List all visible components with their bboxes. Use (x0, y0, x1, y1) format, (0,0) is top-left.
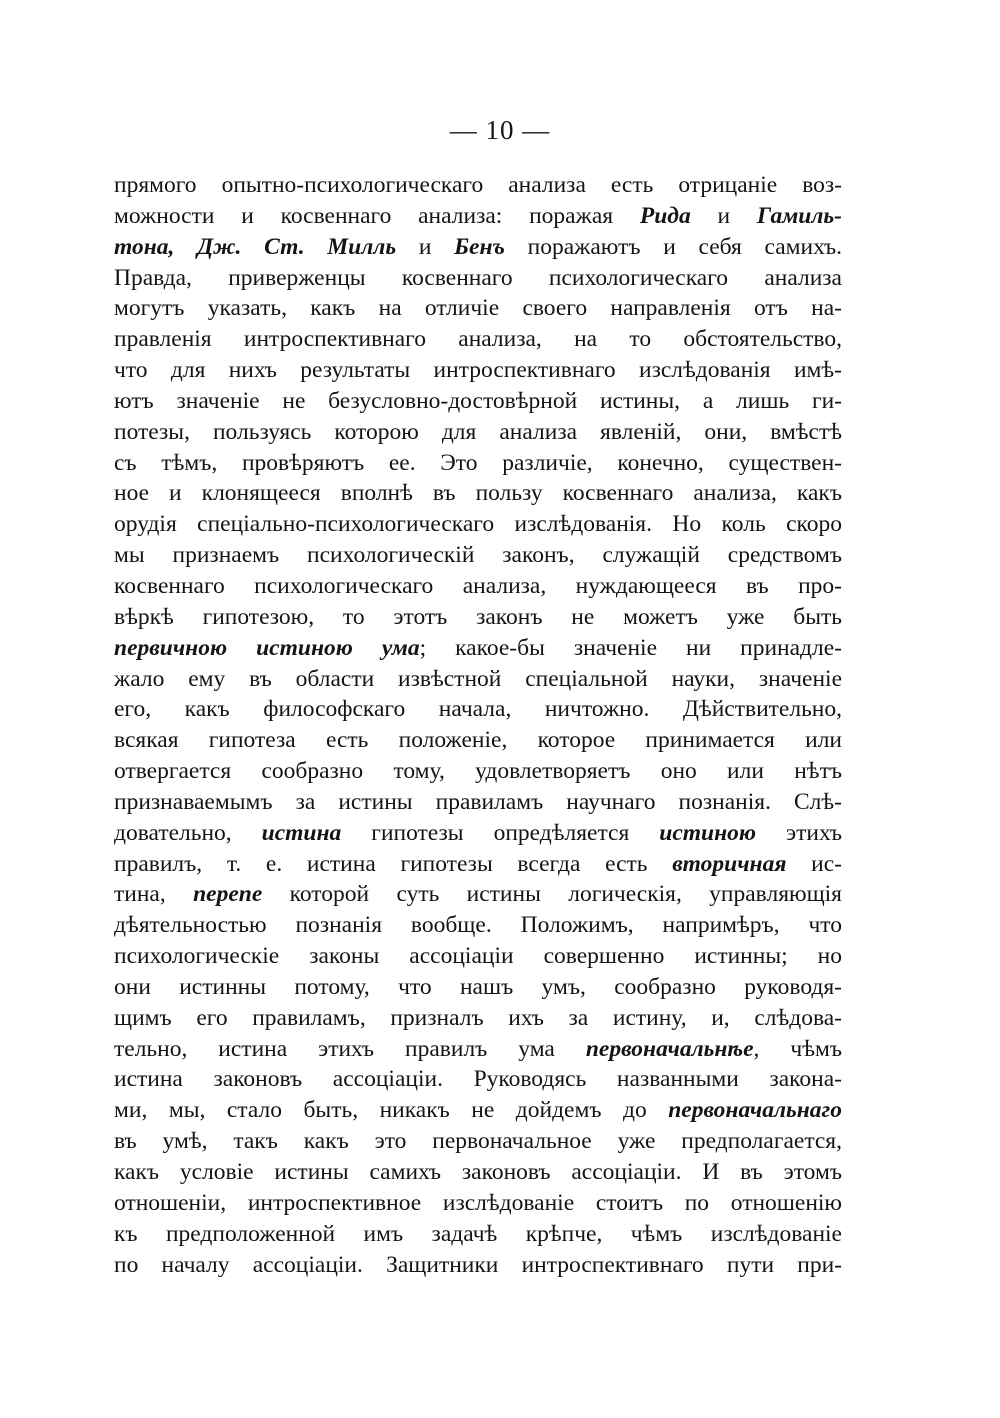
text-line (114, 694, 842, 725)
text-run: истина законовъ ассоціаціи. Руководясь названными закона- (114, 1066, 842, 1093)
text-line (114, 170, 842, 201)
text-run: щимъ его правиламъ, призналъ ихъ за истину, и, слѣдова- (114, 1004, 842, 1031)
text-run: вѣркѣ гипотезою, то этотъ законъ не можетъ уже быть (114, 603, 842, 630)
text-line (114, 818, 842, 849)
text-line (114, 664, 842, 695)
text-line (114, 448, 842, 479)
text-run: , чѣмъ (753, 1035, 842, 1062)
page-number: — 10 — (449, 115, 551, 145)
text-run: мы признаемъ психологическій законъ, служащій средствомъ (114, 542, 842, 569)
text-line (114, 756, 842, 787)
emphasized-text: первоначальнѣе (585, 1035, 754, 1062)
text-line (114, 1250, 842, 1281)
text-run: могутъ указать, какъ на отличіе своего направленія отъ на- (114, 295, 842, 322)
text-run: прямого опытно-психологическаго анализа есть отрицаніе воз- (114, 172, 842, 198)
text-run: тина, (114, 881, 194, 908)
text-line (114, 633, 842, 664)
emphasized-text: вторичная (672, 850, 787, 877)
text-line (114, 849, 842, 880)
text-run: правилъ, т. е. истина гипотезы всегда есть (114, 850, 673, 877)
text-run: потезы, пользуясь которою для анализа явленій, они, вмѣстѣ (114, 418, 842, 445)
text-line (114, 263, 842, 294)
text-run: орудія спеціально-психологическаго изслѣдованія. Но коль скоро (114, 511, 842, 538)
emphasized-text: перепе (193, 881, 263, 908)
text-run: всякая гипотеза есть положеніе, которое принимается или (114, 727, 842, 754)
text-line (114, 1157, 842, 1188)
text-run: ютъ значеніе не безусловно-достовѣрной истины, а лишь ги- (114, 387, 842, 414)
text-line (114, 787, 842, 818)
text-line (114, 910, 842, 941)
emphasized-text: истиною (659, 819, 757, 846)
text-line (114, 1095, 842, 1126)
text-run: и (396, 233, 455, 260)
text-line (114, 509, 842, 540)
text-line (114, 201, 842, 232)
text-run: гипотезы опредѣляется (341, 819, 660, 846)
text-line (114, 232, 842, 263)
text-run: его, какъ философскаго начала, ничтожно. Дѣйствительно, (114, 696, 842, 723)
text-line (114, 1064, 842, 1095)
text-line (114, 1188, 842, 1219)
text-line (114, 1219, 842, 1250)
emphasized-text: истина (261, 819, 342, 846)
text-run: признаваемымъ за истины правиламъ научнаго познанія. Слѣ- (114, 788, 842, 815)
text-line (114, 417, 842, 448)
text-run: въ умѣ, такъ какъ это первоначальное уже предполагается, (114, 1128, 842, 1155)
text-run: правленія интроспективнаго анализа, на то обстоятельство, (114, 326, 842, 353)
text-run: по началу ассоціаціи. Защитники интроспективнаго пути при- (114, 1251, 842, 1278)
text-run: косвеннаго психологическаго анализа, нуждающееся въ про- (114, 572, 842, 599)
emphasized-text: первичною истиною ума (114, 634, 420, 661)
text-line (114, 1126, 842, 1157)
text-run: жало ему въ области извѣстной спеціальной науки, значеніе (114, 665, 842, 692)
emphasized-text: тона, Дж. Ст. Милль (114, 233, 397, 260)
text-run: поражаютъ и себя самихъ. (504, 233, 842, 260)
text-run: довательно, (114, 819, 262, 846)
text-line (114, 571, 842, 602)
text-line (114, 478, 842, 509)
text-line (114, 1034, 842, 1065)
emphasized-text: первоначальнаго (668, 1097, 842, 1124)
text-run: ми, мы, стало быть, никакъ не дойдемъ до (114, 1097, 669, 1124)
emphasized-text: Рида (639, 202, 691, 229)
text-run: съ тѣмъ, провѣряютъ ее. Это различіе, конечно, существен- (114, 449, 842, 476)
text-run: къ предположенной имъ задачѣ крѣпче, чѣмъ изслѣдованіе (114, 1220, 842, 1247)
text-line (114, 941, 842, 972)
body-text (114, 170, 842, 1280)
text-run: можности и косвеннаго анализа: поражая (114, 202, 640, 229)
text-line (114, 1003, 842, 1034)
text-line (114, 725, 842, 756)
text-run: какъ условіе истины самихъ законовъ ассоціаціи. И въ этомъ (114, 1159, 842, 1185)
text-run: отношеніи, интроспективное изслѣдованіе стоитъ по отношенію (114, 1189, 842, 1216)
text-run: ис- (786, 850, 842, 877)
text-run: и (690, 202, 757, 229)
text-line (114, 602, 842, 633)
text-run: дѣятельностью познанія вообще. Положимъ, напримѣръ, что (114, 912, 842, 939)
text-line (114, 540, 842, 571)
text-run: они истинны потому, что нашъ умъ, сообразно руководя- (114, 973, 842, 1000)
text-run: которой суть истины логическія, управляющія (262, 881, 842, 908)
text-run: этихъ (756, 819, 842, 846)
text-run: отвергается сообразно тому, удовлетворяетъ оно или нѣтъ (114, 758, 842, 785)
text-run: ное и клонящееся вполнѣ въ пользу косвеннаго анализа, какъ (114, 480, 842, 507)
text-line (114, 293, 842, 324)
text-run: тельно, истина этихъ правилъ ума (114, 1035, 586, 1062)
text-line (114, 879, 842, 910)
text-run: Правда, приверженцы косвеннаго психологическаго анализа (114, 264, 842, 291)
emphasized-text: Бенъ (454, 233, 505, 260)
text-line (114, 324, 842, 355)
text-run: ; какое-бы значеніе ни принадле- (419, 634, 842, 661)
text-line (114, 386, 842, 417)
text-line (114, 355, 842, 386)
emphasized-text: Гамиль- (756, 202, 842, 229)
text-line (114, 972, 842, 1003)
text-run: что для нихъ результаты интроспективнаго изслѣдованія имѣ- (114, 357, 842, 384)
text-run: психологическіе законы ассоціаціи совершенно истинны; но (114, 943, 842, 970)
